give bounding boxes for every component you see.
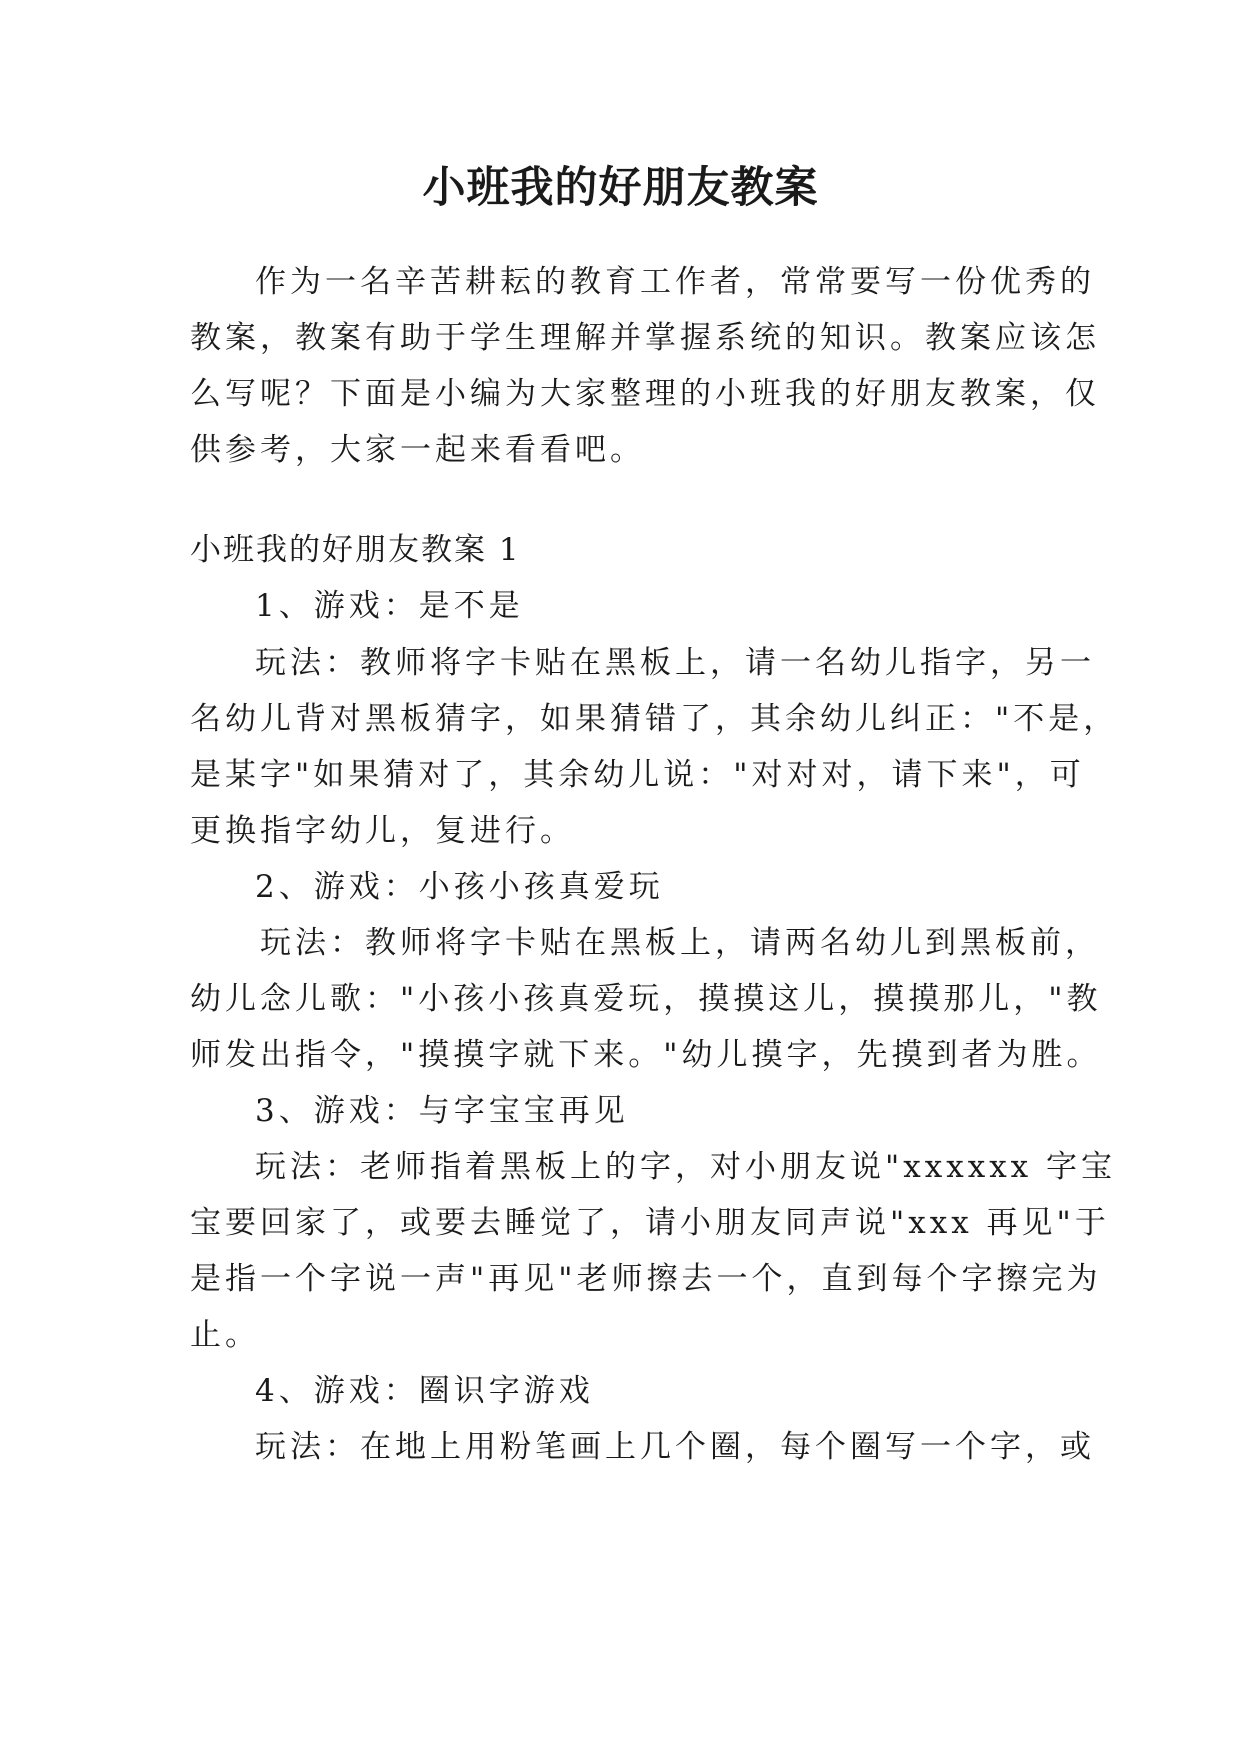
document-title: 小班我的好朋友教案 bbox=[422, 163, 819, 213]
game-rule-line: 师发出指令，"摸摸字就下来。"幼儿摸字，先摸到者为胜。 bbox=[190, 1037, 1102, 1073]
game-rule-line: 是指一个字说一声"再见"老师擦去一个，直到每个字擦完为 bbox=[190, 1261, 1102, 1297]
section-heading: 小班我的好朋友教案 1 bbox=[190, 532, 521, 568]
intro-line: 作为一名辛苦耕耘的教育工作者，常常要写一份优秀的 bbox=[255, 264, 1095, 300]
game-rule-line: 幼儿念儿歌："小孩小孩真爱玩，摸摸这儿，摸摸那儿，"教 bbox=[190, 981, 1102, 1017]
game-rule-line: 玩法：教师将字卡贴在黑板上，请一名幼儿指字，另一 bbox=[255, 645, 1095, 681]
game-heading: 2、游戏：小孩小孩真爱玩 bbox=[255, 869, 664, 905]
game-rule-line: 名幼儿背对黑板猜字，如果猜错了，其余幼儿纠正："不是， bbox=[190, 701, 1119, 737]
intro-line: 供参考，大家一起来看看吧。 bbox=[190, 432, 645, 468]
game-rule-line: 是某字"如果猜对了，其余幼儿说："对对对，请下来"，可 bbox=[190, 757, 1085, 793]
game-heading: 1、游戏：是不是 bbox=[255, 588, 524, 624]
game-rule-line: 更换指字幼儿，复进行。 bbox=[190, 813, 575, 849]
game-rule-line: 玩法：在地上用粉笔画上几个圈，每个圈写一个字，或 bbox=[255, 1429, 1095, 1465]
game-rule-line: 玩法：老师指着黑板上的字，对小朋友说"xxxxxx 字宝 bbox=[255, 1149, 1117, 1185]
game-heading: 3、游戏：与字宝宝再见 bbox=[255, 1093, 629, 1129]
game-heading: 4、游戏：圈识字游戏 bbox=[255, 1373, 594, 1409]
game-rule-line: 止。 bbox=[190, 1317, 260, 1353]
game-rule-line: 宝要回家了，或要去睡觉了，请小朋友同声说"xxx 再见"于 bbox=[190, 1205, 1110, 1241]
game-rule-line: 玩法：教师将字卡贴在黑板上，请两名幼儿到黑板前， bbox=[260, 925, 1100, 961]
intro-line: 么写呢？下面是小编为大家整理的小班我的好朋友教案，仅 bbox=[190, 376, 1100, 412]
intro-line: 教案，教案有助于学生理解并掌握系统的知识。教案应该怎 bbox=[190, 320, 1100, 356]
